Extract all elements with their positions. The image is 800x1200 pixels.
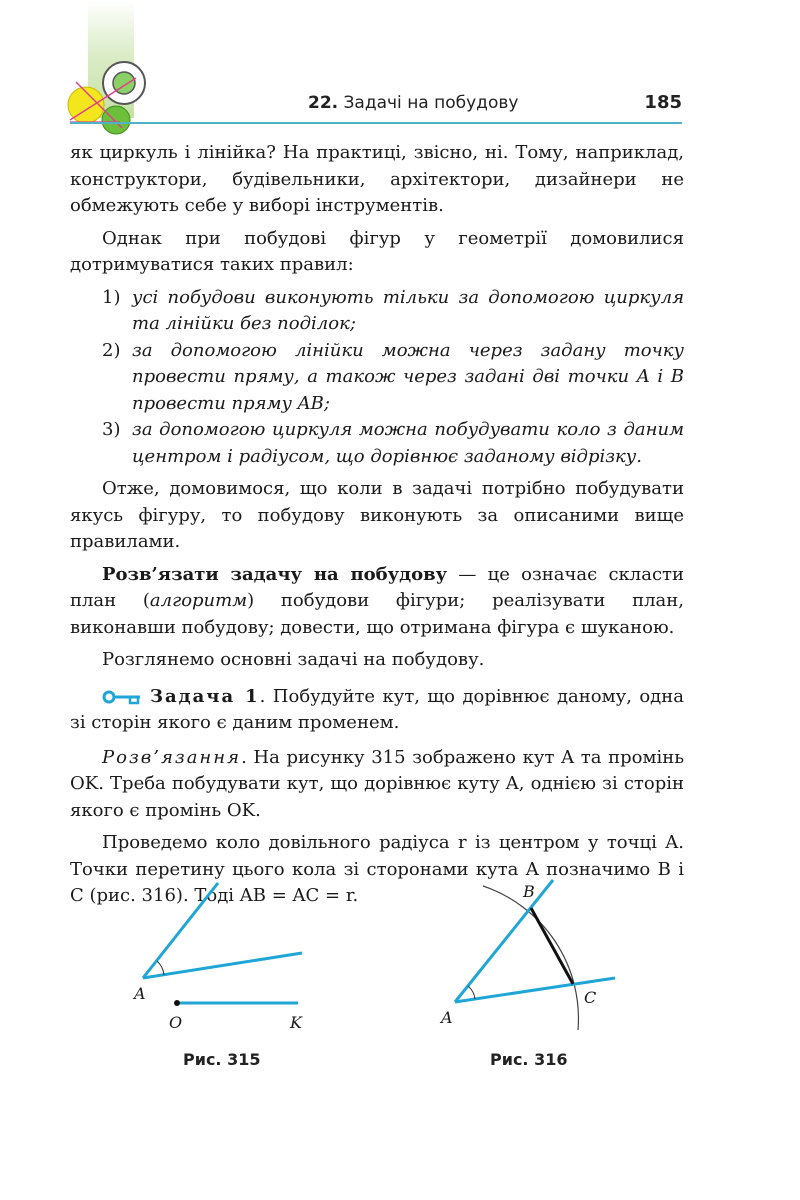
angle-side-upper [143, 883, 218, 978]
list-item [70, 338, 684, 418]
task-paragraph [70, 684, 684, 737]
solution-text: . На рисунку 315 зображено кут A та промінь OK. Треба побудувати кут, що дорівнює куту A, однією зі сторін якого є промінь OK. [70, 746, 684, 821]
fig316-label-c: C [584, 988, 597, 1007]
figure-316 [445, 878, 645, 1038]
angle-arc [157, 961, 164, 975]
paragraph-construction: Проведемо коло довільного радіуса r із центром у точці A. Точки перетину цього кола зі сторонами кута A позначимо B і C (рис. 316). Тоді AB = AC = r. [70, 832, 684, 906]
rule-text: за допомогою лінійки можна через задану точку провести пряму, а також через задані дві точки A і B провести пряму AB; [132, 339, 684, 414]
rule-text: усі побудови виконують тільки за допомогою циркуля та лінійки без поділок; [132, 286, 684, 334]
page-content [70, 140, 684, 916]
task-text: . Побудуйте кут, що дорівнює даному, одна зі сторін якого є даним променем. [70, 685, 684, 733]
list-item [70, 417, 684, 470]
angle-side-upper [455, 880, 553, 1002]
definition-italic: алгоритм [149, 590, 248, 611]
fig316-label-a: A [441, 1008, 453, 1027]
page-number: 185 [644, 92, 682, 113]
rules-list [70, 285, 684, 471]
key-icon [102, 689, 142, 705]
section-header [308, 93, 518, 113]
rule-number: 3) [102, 419, 121, 440]
fig316-label-b: B [523, 882, 535, 901]
list-item [70, 285, 684, 338]
figure-315 [130, 875, 330, 1035]
paragraph-transition: Розглянемо основні задачі на побудову. [102, 649, 485, 670]
point-o [174, 1000, 180, 1006]
fig315-label-a: A [134, 984, 146, 1003]
task-label: Задача 1 [150, 685, 260, 707]
definition-text-a: — це означає скласти план ( [70, 563, 684, 611]
rule-text: за допомогою циркуля можна побудувати коло з даним центром і радіусом, що дорівнює заданому відрізку. [132, 419, 684, 467]
section-number: 22. [308, 93, 339, 113]
definition-text-b: ) побудови фігури; реалізувати план, виконавши побудову; довести, що отримана фігура є шуканою. [70, 590, 684, 638]
fig315-label-o: O [169, 1013, 183, 1032]
definition-term: Розв’язати задачу на побудову [102, 563, 448, 585]
fig315-caption: Рис. 315 [183, 1050, 261, 1069]
compass-circles-logo-icon [62, 58, 152, 138]
section-title: Задачі на побудову [338, 93, 519, 113]
paragraph-intro: як циркуль і лінійка? На практиці, звісно, ні. Тому, наприклад, конструктори, будівельники, архітектори, дизайнери не обмежують себе у виборі інструментів. [70, 142, 684, 216]
rule-number: 1) [102, 286, 121, 308]
angle-arc [468, 986, 475, 999]
solution-paragraph [70, 745, 684, 825]
rule-number: 2) [102, 339, 121, 361]
paragraph-conclusion: Отже, домовимося, що коли в задачі потрібно побудувати якусь фігуру, то побудову виконують за описаними вище правилами. [70, 478, 684, 552]
fig315-label-k: K [290, 1013, 302, 1032]
paragraph-rules-intro: Однак при побудові фігур у геометрії домовилися дотримуватися таких правил: [70, 227, 684, 275]
solution-label: Розв’язання [102, 746, 242, 768]
header-divider [70, 122, 682, 124]
segment-bc [531, 908, 573, 984]
angle-side-lower [143, 953, 302, 978]
fig316-caption: Рис. 316 [490, 1050, 568, 1069]
paragraph-definition [70, 562, 684, 642]
